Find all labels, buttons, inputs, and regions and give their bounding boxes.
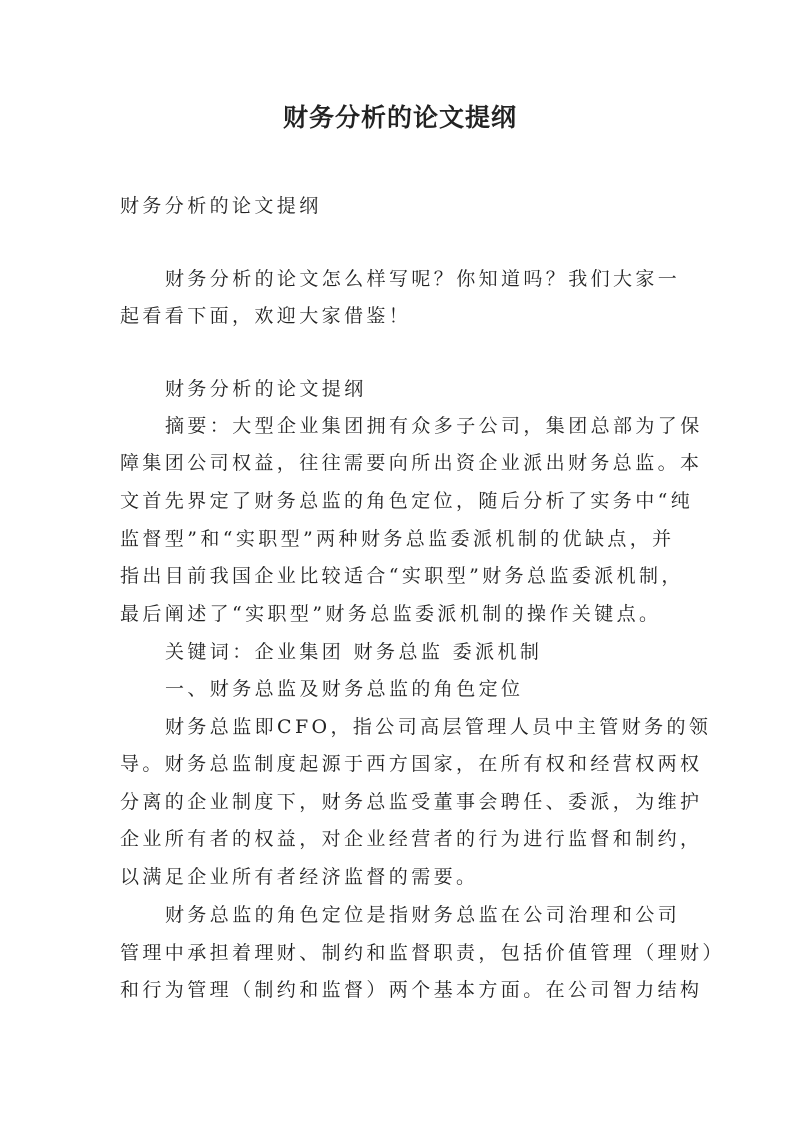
- paragraph-line: 以满足企业所有者经济监督的需要。: [120, 866, 479, 888]
- paragraph-line: 导。财务总监制度起源于西方国家，在所有权和经营权两权: [120, 753, 703, 775]
- paragraph-line: 管理中承担着理财、制约和监督职责，包括价值管理（理财）: [120, 942, 725, 964]
- abstract-line: 摘要：大型企业集团拥有众多子公司，集团总部为了保: [165, 415, 703, 437]
- intro-line: 财务分析的论文怎么样写呢？你知道吗？我们大家一: [165, 268, 681, 290]
- document-title: 财务分析的论文提纲: [282, 103, 517, 132]
- section-heading: 财务分析的论文提纲: [165, 378, 367, 400]
- subtitle: 财务分析的论文提纲: [120, 195, 322, 217]
- keywords: 关键词：企业集团 财务总监 委派机制: [165, 641, 543, 663]
- abstract-line: 指出目前我国企业比较适合“实职型”财务总监委派机制，: [120, 565, 684, 587]
- paragraph-line: 财务总监即CFO，指公司高层管理人员中主管财务的领: [165, 716, 712, 738]
- abstract-line: 文首先界定了财务总监的角色定位，随后分析了实务中“纯: [120, 490, 694, 512]
- section-1-heading: 一、财务总监及财务总监的角色定位: [165, 678, 524, 700]
- paragraph-line: 财务总监的角色定位是指财务总监在公司治理和公司: [165, 904, 681, 926]
- abstract-line: 监督型”和“实职型”两种财务总监委派机制的优缺点，并: [120, 528, 675, 550]
- intro-line: 起看看下面，欢迎大家借鉴！: [120, 305, 412, 327]
- paragraph-line: 和行为管理（制约和监督）两个基本方面。在公司智力结构: [120, 979, 703, 1001]
- paragraph-line: 分离的企业制度下，财务总监受董事会聘任、委派，为维护: [120, 791, 703, 813]
- abstract-line: 最后阐述了“实职型”财务总监委派机制的操作关键点。: [120, 603, 662, 625]
- paragraph-line: 企业所有者的权益，对企业经营者的行为进行监督和制约，: [120, 828, 703, 850]
- abstract-line: 障集团公司权益，往往需要向所出资企业派出财务总监。本: [120, 452, 703, 474]
